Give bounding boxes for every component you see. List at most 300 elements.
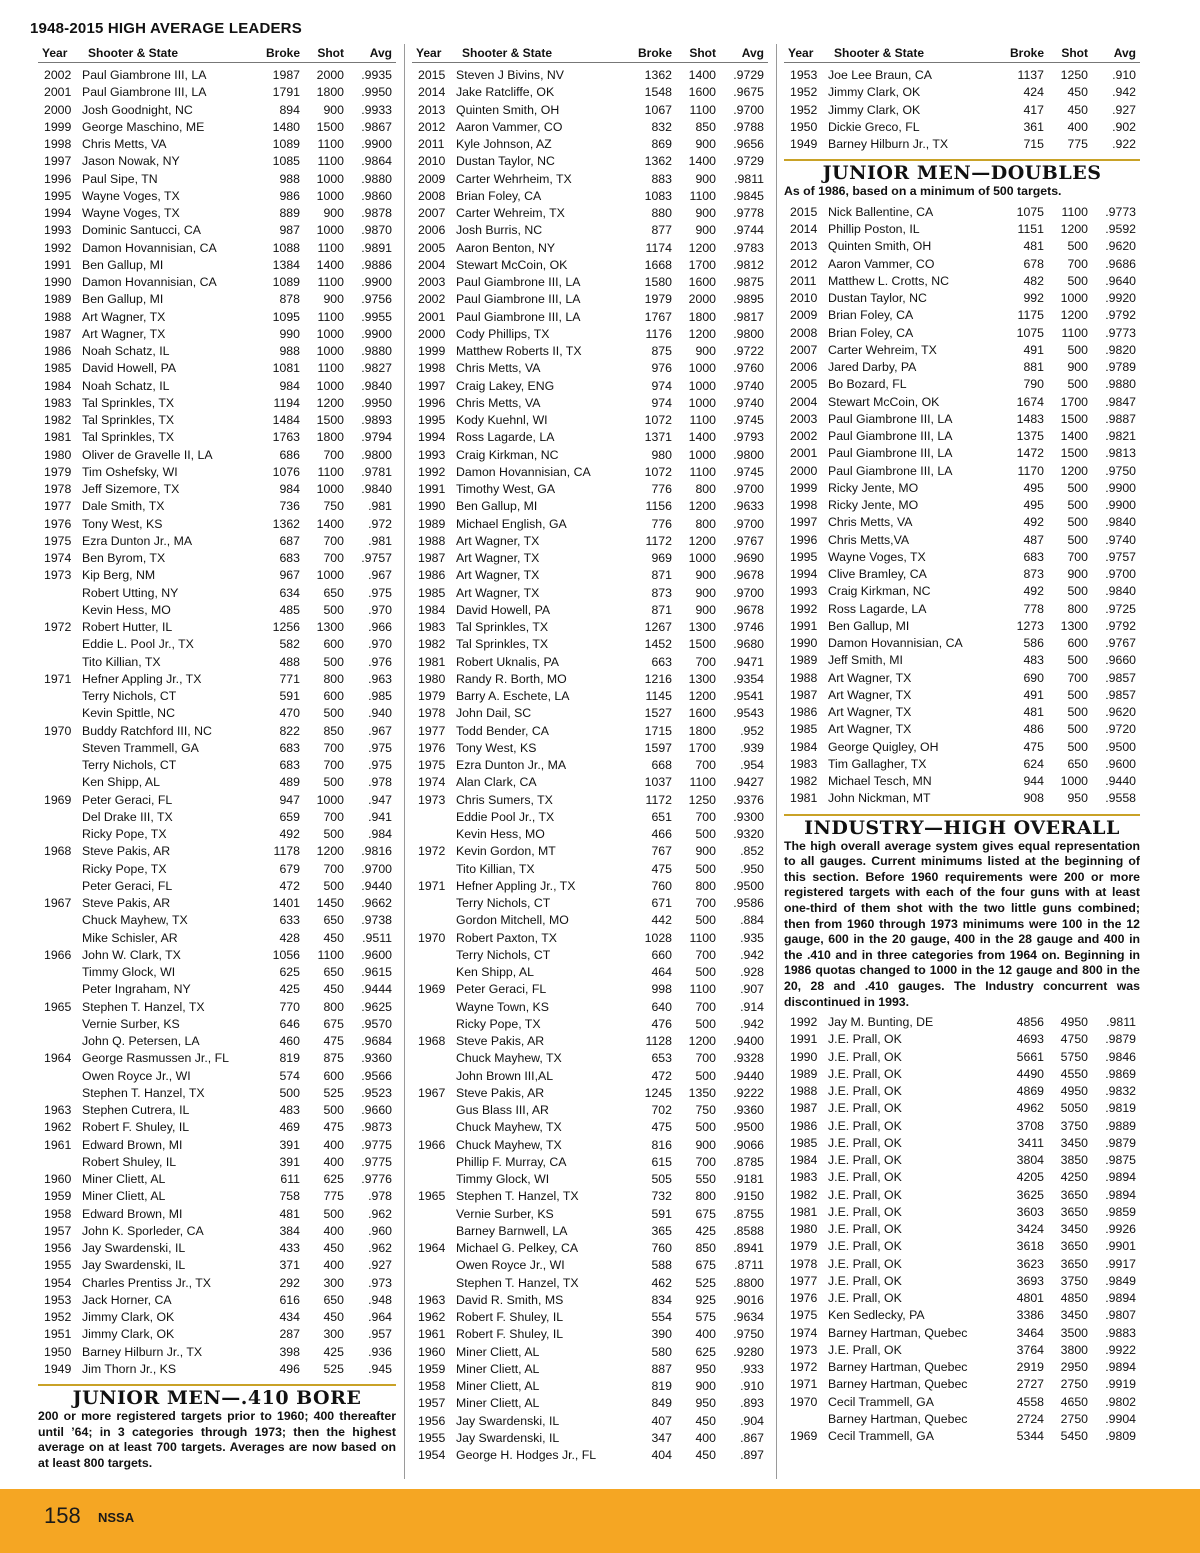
row-avg: .948 xyxy=(368,1292,392,1307)
row-shot: 450 xyxy=(323,930,344,945)
row-avg: .973 xyxy=(368,1275,392,1290)
row-year: 1990 xyxy=(790,636,818,651)
row-avg: .9864 xyxy=(361,154,392,169)
row-shot: 500 xyxy=(323,602,344,617)
row-year: 1995 xyxy=(790,549,818,564)
row-avg: .9360 xyxy=(361,1051,392,1066)
row-broke: 500 xyxy=(279,1085,300,1100)
row-broke: 1472 xyxy=(1016,446,1044,461)
row-year: 2004 xyxy=(418,257,446,272)
row-year: 1994 xyxy=(418,430,446,445)
row-shot: 700 xyxy=(1067,256,1088,271)
row-avg: .9500 xyxy=(733,1120,764,1135)
row-shot: 1200 xyxy=(688,240,716,255)
row-shooter: J.E. Prall, OK xyxy=(828,1187,902,1202)
row-shooter: Miner Cliett, AL xyxy=(456,1396,540,1411)
row-broke: 1081 xyxy=(272,361,300,376)
row-avg: .970 xyxy=(368,637,392,652)
row-year: 1974 xyxy=(418,775,446,790)
row-shot: 500 xyxy=(1067,377,1088,392)
row-shot: 700 xyxy=(695,947,716,962)
row-shot: 700 xyxy=(695,1051,716,1066)
row-shot: 1350 xyxy=(688,1085,716,1100)
row-shot: 475 xyxy=(323,1120,344,1135)
row-broke: 580 xyxy=(651,1344,672,1359)
row-shooter: Cody Phillips, TX xyxy=(456,326,550,341)
table-row xyxy=(412,964,768,981)
row-broke: 760 xyxy=(651,1241,672,1255)
row-year: 1989 xyxy=(790,1066,818,1081)
row-avg: .9740 xyxy=(733,395,764,410)
table-row xyxy=(412,740,768,757)
row-broke: 398 xyxy=(279,1344,300,1359)
row-avg: .9686 xyxy=(1105,256,1136,271)
row-avg: .9543 xyxy=(733,706,764,721)
row-avg: .8755 xyxy=(733,1206,764,1221)
table-row xyxy=(784,204,1140,221)
row-shot: 800 xyxy=(1067,601,1088,616)
table-row xyxy=(412,84,768,101)
row-avg: .9700 xyxy=(733,516,764,531)
row-broke: 873 xyxy=(651,585,672,600)
table-row xyxy=(38,516,396,533)
row-shot: 1000 xyxy=(688,378,716,393)
row-broke: 686 xyxy=(279,447,300,462)
row-shooter: Dustan Taylor, NC xyxy=(456,154,555,169)
row-year: 1979 xyxy=(44,464,72,479)
row-shot: 550 xyxy=(695,1172,716,1186)
row-broke: 425 xyxy=(279,982,300,997)
row-avg: .884 xyxy=(740,913,764,928)
row-avg: .9181 xyxy=(733,1172,764,1186)
row-shooter: Charles Prentiss Jr., TX xyxy=(82,1275,211,1290)
row-avg: .9586 xyxy=(733,896,764,910)
table-row xyxy=(412,516,768,533)
row-avg: .9360 xyxy=(733,1103,764,1117)
table-row xyxy=(784,566,1140,583)
row-avg: .970 xyxy=(368,602,392,617)
table-row xyxy=(38,723,396,740)
row-broke: 690 xyxy=(1023,670,1044,685)
row-shooter: Ben Byrom, TX xyxy=(82,551,166,565)
row-shot: 1100 xyxy=(689,188,716,203)
row-shooter: Gus Blass III, AR xyxy=(456,1103,549,1117)
row-shooter: Jay Swardenski, IL xyxy=(456,1413,560,1428)
row-shot: 1400 xyxy=(316,516,344,531)
row-avg: .933 xyxy=(740,1361,764,1376)
row-broke: 767 xyxy=(651,844,672,859)
row-shooter: Ezra Dunton Jr., MA xyxy=(456,758,567,772)
row-shooter: Cecil Trammell, GA xyxy=(828,1429,934,1444)
row-shot: 650 xyxy=(323,585,344,600)
table-row xyxy=(412,1102,768,1119)
row-year: 1992 xyxy=(790,601,818,616)
header-broke: Broke xyxy=(265,46,300,60)
row-year: 1985 xyxy=(790,1135,818,1150)
row-broke: 988 xyxy=(279,344,300,358)
junior-doubles-table xyxy=(784,204,1140,808)
row-shooter: Jimmy Clark, OK xyxy=(828,102,921,117)
row-shooter: Barry A. Eschete, LA xyxy=(456,689,570,703)
row-shot: 700 xyxy=(1067,549,1088,564)
row-broke: 947 xyxy=(279,792,300,807)
row-broke: 483 xyxy=(279,1103,300,1117)
row-shooter: Tal Sprinkles, TX xyxy=(82,413,175,427)
table-row xyxy=(412,481,768,498)
row-shooter: J.E. Prall, OK xyxy=(828,1101,902,1116)
row-shooter: Tal Sprinkles, TX xyxy=(456,637,549,652)
row-year: 1984 xyxy=(418,602,446,617)
row-avg: .9811 xyxy=(1106,1015,1136,1030)
row-shot: 700 xyxy=(323,533,344,548)
row-broke: 889 xyxy=(279,206,300,220)
row-broke: 371 xyxy=(279,1258,300,1273)
row-avg: .9860 xyxy=(361,188,392,203)
row-broke: 778 xyxy=(1023,601,1044,616)
row-broke: 582 xyxy=(279,637,300,652)
row-shot: 1500 xyxy=(1060,446,1088,461)
row-shot: 900 xyxy=(695,585,716,600)
row-shot: 500 xyxy=(1067,342,1088,357)
row-avg: .9832 xyxy=(1105,1084,1136,1099)
row-avg: .9895 xyxy=(733,292,764,307)
row-shooter: Stephen Cutrera, IL xyxy=(82,1103,190,1117)
table-row xyxy=(38,188,396,205)
row-year: 1963 xyxy=(418,1292,446,1307)
row-avg: .9600 xyxy=(1105,756,1136,771)
table-row xyxy=(784,514,1140,531)
row-year: 1966 xyxy=(44,947,72,962)
row-broke: 3625 xyxy=(1016,1187,1044,1202)
row-shooter: Paul Giambrone III, LA xyxy=(456,275,581,289)
row-shooter: Kevin Spittle, NC xyxy=(82,706,175,721)
row-avg: .9662 xyxy=(361,896,392,910)
table-row xyxy=(784,394,1140,411)
row-year: 1976 xyxy=(790,1291,818,1306)
header-avg: Avg xyxy=(1113,46,1136,60)
row-avg: .9625 xyxy=(361,999,392,1014)
row-shooter: Quinten Smith, OH xyxy=(456,102,560,117)
page-title: 1948-2015 HIGH AVERAGE LEADERS xyxy=(30,20,302,37)
row-year: 1988 xyxy=(44,309,72,324)
table-row xyxy=(412,412,768,429)
row-shot: 650 xyxy=(323,965,344,979)
row-avg: .927 xyxy=(1112,102,1136,117)
row-shooter: David Howell, PA xyxy=(82,361,177,376)
row-year: 1970 xyxy=(418,930,446,945)
table-row xyxy=(38,1206,396,1223)
table-row xyxy=(38,999,396,1016)
row-year: 1998 xyxy=(790,498,818,513)
row-avg: .9800 xyxy=(361,447,392,462)
row-broke: 424 xyxy=(1023,85,1044,100)
row-shooter: Robert F. Shuley, IL xyxy=(456,1327,564,1342)
row-broke: 908 xyxy=(1023,791,1044,806)
row-avg: .9846 xyxy=(1105,1049,1136,1064)
row-broke: 776 xyxy=(651,482,672,496)
row-year: 1971 xyxy=(418,878,446,893)
column-3 xyxy=(784,44,1140,1445)
row-shooter: Dominic Santucci, CA xyxy=(82,223,201,238)
row-shot: 1100 xyxy=(1061,204,1088,219)
row-year: 1993 xyxy=(418,447,446,462)
row-shot: 500 xyxy=(1067,705,1088,720)
junior-410-table xyxy=(412,67,768,1464)
table-row xyxy=(412,792,768,809)
row-avg: .9781 xyxy=(361,464,392,479)
row-year: 1975 xyxy=(790,1308,818,1323)
row-shot: 500 xyxy=(1067,498,1088,513)
row-shot: 425 xyxy=(695,1223,716,1238)
row-broke: 1095 xyxy=(272,309,300,324)
table-row xyxy=(412,533,768,550)
table-row xyxy=(412,257,768,274)
row-broke: 384 xyxy=(279,1223,300,1238)
row-shooter: Chris Sumers, TX xyxy=(456,792,553,807)
row-shot: 700 xyxy=(323,551,344,565)
publication-name: NSSA xyxy=(98,1510,135,1525)
table-row xyxy=(784,376,1140,393)
row-shot: 750 xyxy=(695,1103,716,1117)
row-year xyxy=(38,981,82,998)
row-avg: .9794 xyxy=(361,430,392,445)
row-shooter: Tito Killian, TX xyxy=(456,861,535,876)
table-row xyxy=(412,205,768,222)
row-year: 1992 xyxy=(790,1015,818,1030)
high-average-table xyxy=(38,67,396,1378)
row-shot: 500 xyxy=(1067,239,1088,254)
row-shooter: John Q. Petersen, LA xyxy=(82,1034,200,1048)
row-broke: 3708 xyxy=(1016,1118,1044,1133)
row-avg: .9875 xyxy=(733,275,764,289)
row-shot: 4750 xyxy=(1060,1032,1088,1047)
row-shot: 1000 xyxy=(316,188,344,203)
table-row xyxy=(38,102,396,119)
row-shooter: Dickie Greco, FL xyxy=(828,119,920,134)
row-year: 2011 xyxy=(418,137,445,151)
row-shot: 1700 xyxy=(688,257,716,272)
row-year xyxy=(38,654,82,671)
row-shot: 1000 xyxy=(316,568,344,583)
row-broke: 1170 xyxy=(1017,463,1044,478)
row-avg: .9767 xyxy=(1105,636,1136,651)
row-year xyxy=(38,826,82,843)
row-avg: .9700 xyxy=(733,102,764,117)
row-avg: .9926 xyxy=(1105,1222,1136,1237)
row-shooter: John K. Sporleder, CA xyxy=(82,1223,204,1238)
row-shooter: Barney Hartman, Quebec xyxy=(828,1411,968,1426)
row-broke: 1527 xyxy=(644,706,672,721)
industry-table xyxy=(784,1014,1140,1445)
row-shooter: Owen Royce Jr., WI xyxy=(82,1068,191,1083)
row-year: 1987 xyxy=(44,326,72,341)
row-broke: 992 xyxy=(1023,291,1044,306)
row-avg: .9738 xyxy=(361,913,392,928)
page-footer xyxy=(0,1489,1200,1553)
row-year: 1962 xyxy=(418,1310,446,1324)
row-avg: .9809 xyxy=(1105,1429,1136,1444)
table-row xyxy=(784,721,1140,738)
row-shooter: Kevin Gordon, MT xyxy=(456,844,556,859)
row-broke: 2919 xyxy=(1016,1360,1044,1375)
row-shot: 500 xyxy=(1067,739,1088,754)
row-year: 1988 xyxy=(418,533,446,548)
row-broke: 887 xyxy=(651,1361,672,1376)
row-broke: 671 xyxy=(651,896,672,910)
row-year: 2007 xyxy=(418,206,446,220)
row-shot: 300 xyxy=(323,1275,344,1290)
row-year xyxy=(38,930,82,947)
row-shot: 700 xyxy=(323,758,344,772)
row-shot: 400 xyxy=(323,1154,344,1169)
row-avg: .940 xyxy=(368,706,392,721)
row-year xyxy=(38,636,82,653)
table-row xyxy=(38,843,396,860)
row-avg: .9760 xyxy=(733,361,764,376)
row-broke: 834 xyxy=(651,1292,672,1307)
table-row xyxy=(412,843,768,860)
row-year: 2000 xyxy=(418,326,446,341)
table-row xyxy=(412,688,768,705)
row-year: 1972 xyxy=(44,620,72,634)
row-year: 2006 xyxy=(790,360,818,375)
row-shooter: J.E. Prall, OK xyxy=(828,1204,902,1219)
row-avg: .9620 xyxy=(1105,239,1136,254)
row-shot: 1000 xyxy=(688,447,716,462)
row-shooter: Steve Pakis, AR xyxy=(456,1085,545,1100)
table-row xyxy=(784,601,1140,618)
row-shooter: Tal Sprinkles, TX xyxy=(456,620,549,634)
row-year: 2009 xyxy=(418,171,446,186)
table-row xyxy=(784,1256,1140,1273)
table-row xyxy=(412,1344,768,1361)
row-avg: .976 xyxy=(368,654,392,669)
table-row xyxy=(784,1014,1140,1031)
row-shooter: Ross Lagarde, LA xyxy=(828,601,927,616)
row-shooter: Michael Tesch, MN xyxy=(828,774,932,789)
row-shooter: Timothy West, GA xyxy=(456,482,556,496)
row-broke: 464 xyxy=(651,965,672,979)
row-shooter: Vernie Surber, KS xyxy=(456,1206,554,1221)
row-broke: 1075 xyxy=(1016,325,1044,340)
row-avg: .9900 xyxy=(1105,480,1136,495)
row-shooter: Ben Gallup, MI xyxy=(456,499,538,514)
row-broke: 5344 xyxy=(1016,1429,1044,1444)
row-shot: 1700 xyxy=(688,740,716,755)
row-shooter: Brian Foley, CA xyxy=(828,325,914,340)
row-broke: 880 xyxy=(651,206,672,220)
row-broke: 1072 xyxy=(644,413,672,427)
row-avg: .9891 xyxy=(361,240,392,255)
section-title-junior-410: JUNIOR MEN—.410 BORE xyxy=(38,1384,396,1409)
row-shot: 1000 xyxy=(316,482,344,496)
row-shooter: Ben Gallup, MI xyxy=(82,292,164,307)
header-shot: Shot xyxy=(317,46,344,60)
row-broke: 4801 xyxy=(1016,1291,1044,1306)
row-shot: 900 xyxy=(695,223,716,238)
row-broke: 554 xyxy=(651,1310,672,1324)
row-shooter: Tal Sprinkles, TX xyxy=(82,430,175,445)
table-row xyxy=(38,153,396,170)
row-shot: 800 xyxy=(323,999,344,1014)
row-shooter: Peter Ingraham, NY xyxy=(82,982,191,997)
row-avg: .9811 xyxy=(734,171,764,186)
row-shooter: Jake Ratcliffe, OK xyxy=(456,85,555,100)
table-row xyxy=(38,567,396,584)
table-row xyxy=(38,1344,396,1361)
row-shooter: Jimmy Clark, OK xyxy=(82,1327,175,1342)
row-broke: 1145 xyxy=(645,689,672,703)
row-broke: 702 xyxy=(651,1103,672,1117)
row-year: 2015 xyxy=(790,204,818,219)
row-avg: .9750 xyxy=(1105,463,1136,478)
table-row xyxy=(38,1137,396,1154)
row-year: 2014 xyxy=(418,85,446,100)
row-shooter: Miner Cliett, AL xyxy=(456,1344,540,1359)
row-shot: 3450 xyxy=(1060,1135,1088,1150)
table-row xyxy=(412,947,768,964)
row-shot: 1100 xyxy=(317,947,344,962)
row-broke: 1791 xyxy=(272,85,300,100)
row-shooter: Stewart McCoin, OK xyxy=(456,257,568,272)
row-avg: .9886 xyxy=(361,257,392,272)
row-shot: 400 xyxy=(323,1223,344,1238)
table-row xyxy=(412,1137,768,1154)
row-shot: 500 xyxy=(323,1206,344,1221)
row-year xyxy=(38,878,82,895)
row-shot: 300 xyxy=(323,1327,344,1342)
row-year: 1983 xyxy=(44,395,72,410)
row-shooter: Randy R. Borth, MO xyxy=(456,671,567,686)
row-avg: .9807 xyxy=(1105,1308,1136,1323)
row-broke: 659 xyxy=(279,809,300,824)
row-shooter: Oliver de Gravelle II, LA xyxy=(82,447,213,462)
row-shooter: Ken Shipp, AL xyxy=(456,965,534,979)
row-broke: 3764 xyxy=(1016,1342,1044,1357)
table-row xyxy=(412,895,768,912)
row-shot: 450 xyxy=(695,1448,716,1462)
row-broke: 974 xyxy=(651,378,672,393)
row-year: 1999 xyxy=(44,119,72,134)
row-year: 1967 xyxy=(44,896,72,910)
row-shot: 1100 xyxy=(317,137,344,151)
row-shot: 500 xyxy=(695,827,716,841)
row-avg: .9678 xyxy=(733,568,764,583)
row-shooter: Jim Thorn Jr., KS xyxy=(82,1361,177,1376)
row-avg: .9827 xyxy=(361,361,392,376)
row-avg: .9740 xyxy=(733,378,764,393)
row-shot: 1200 xyxy=(688,689,716,703)
table-row xyxy=(38,774,396,791)
row-shot: 3650 xyxy=(1060,1256,1088,1271)
row-avg: .9757 xyxy=(361,551,392,565)
table-row xyxy=(38,964,396,981)
row-shot: 500 xyxy=(1067,515,1088,530)
row-shooter: Gordon Mitchell, MO xyxy=(456,913,569,928)
row-shot: 1000 xyxy=(316,344,344,358)
row-shot: 1200 xyxy=(1060,308,1088,323)
row-year: 2013 xyxy=(418,102,446,117)
section-note-industry: The high overall average system gives equal representation to all gauges. Current minimums listed at the beginning of this section. Before 1960 requirements were 200 or more registered targets with each of the four guns with at least one-third of them shot with the two little guns combined; then from 1960 through 1973 minimums were 100 in the 12 gauge, 600 in the 20 gauge, 400 in the 28 gauge and 400 in the .410 and in three categories from 1964 on. Beginning in 1986 quotas changed to 1000 in the 12 gauge and 800 in the 20, 28 and .410 gauges. The Industry concurrent was discontinued in 1993. xyxy=(784,838,1140,1009)
table-row xyxy=(38,1171,396,1188)
row-shot: 5050 xyxy=(1060,1101,1088,1116)
table-row xyxy=(412,274,768,291)
row-shooter: Art Wagner, TX xyxy=(828,670,912,685)
row-broke: 442 xyxy=(651,913,672,928)
table-row xyxy=(38,861,396,878)
row-avg: .8785 xyxy=(733,1154,764,1169)
table-row xyxy=(412,1188,768,1205)
